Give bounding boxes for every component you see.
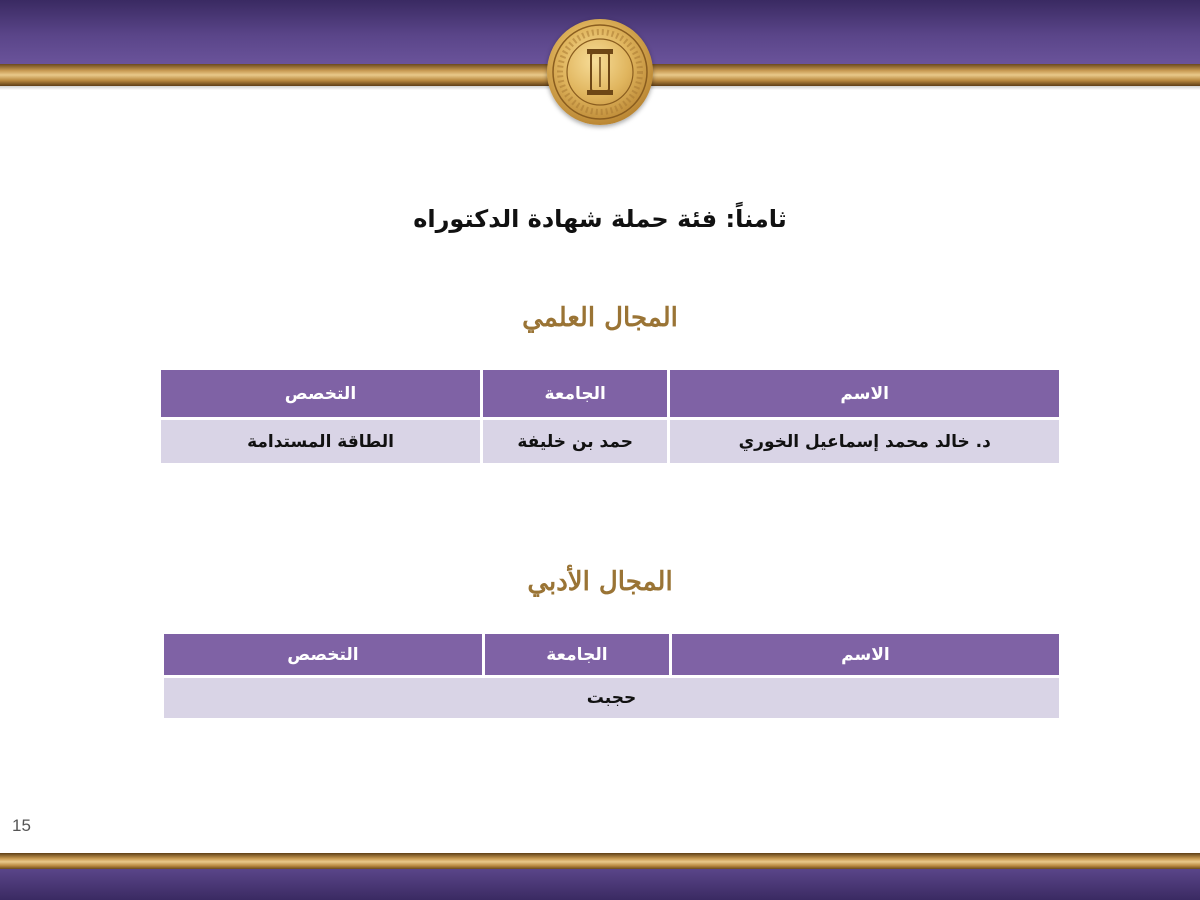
scientific-table: [158, 367, 1062, 466]
scientific-section-title: المجال العلمي: [522, 303, 678, 333]
header-university: الجامعة: [483, 370, 667, 417]
table-row: [164, 678, 1059, 718]
page-number: 15: [12, 816, 31, 835]
header-name: الاسم: [672, 634, 1059, 675]
seal-emblem-icon: [547, 19, 653, 125]
cell-name: د. خالد محمد إسماعيل الخوري: [670, 420, 1059, 463]
header-university: الجامعة: [485, 634, 669, 675]
bottom-gold-stripe: [0, 853, 1200, 869]
cell-specialization: الطاقة المستدامة: [161, 420, 480, 463]
withheld-cell: حجبت: [164, 678, 1059, 718]
main-title: ثامناً: فئة حملة شهادة الدكتوراه: [413, 205, 787, 233]
literary-table: [161, 631, 1062, 721]
gold-seal-logo: [547, 19, 653, 125]
bottom-purple-banner: [0, 869, 1200, 900]
header-name: الاسم: [670, 370, 1059, 417]
literary-section-title: المجال الأدبي: [527, 567, 673, 597]
header-specialization: التخصص: [161, 370, 480, 417]
table-row: [161, 420, 1059, 463]
table-header-row: [161, 370, 1059, 417]
cell-university: حمد بن خليفة: [483, 420, 667, 463]
header-specialization: التخصص: [164, 634, 482, 675]
table-header-row: [164, 634, 1059, 675]
